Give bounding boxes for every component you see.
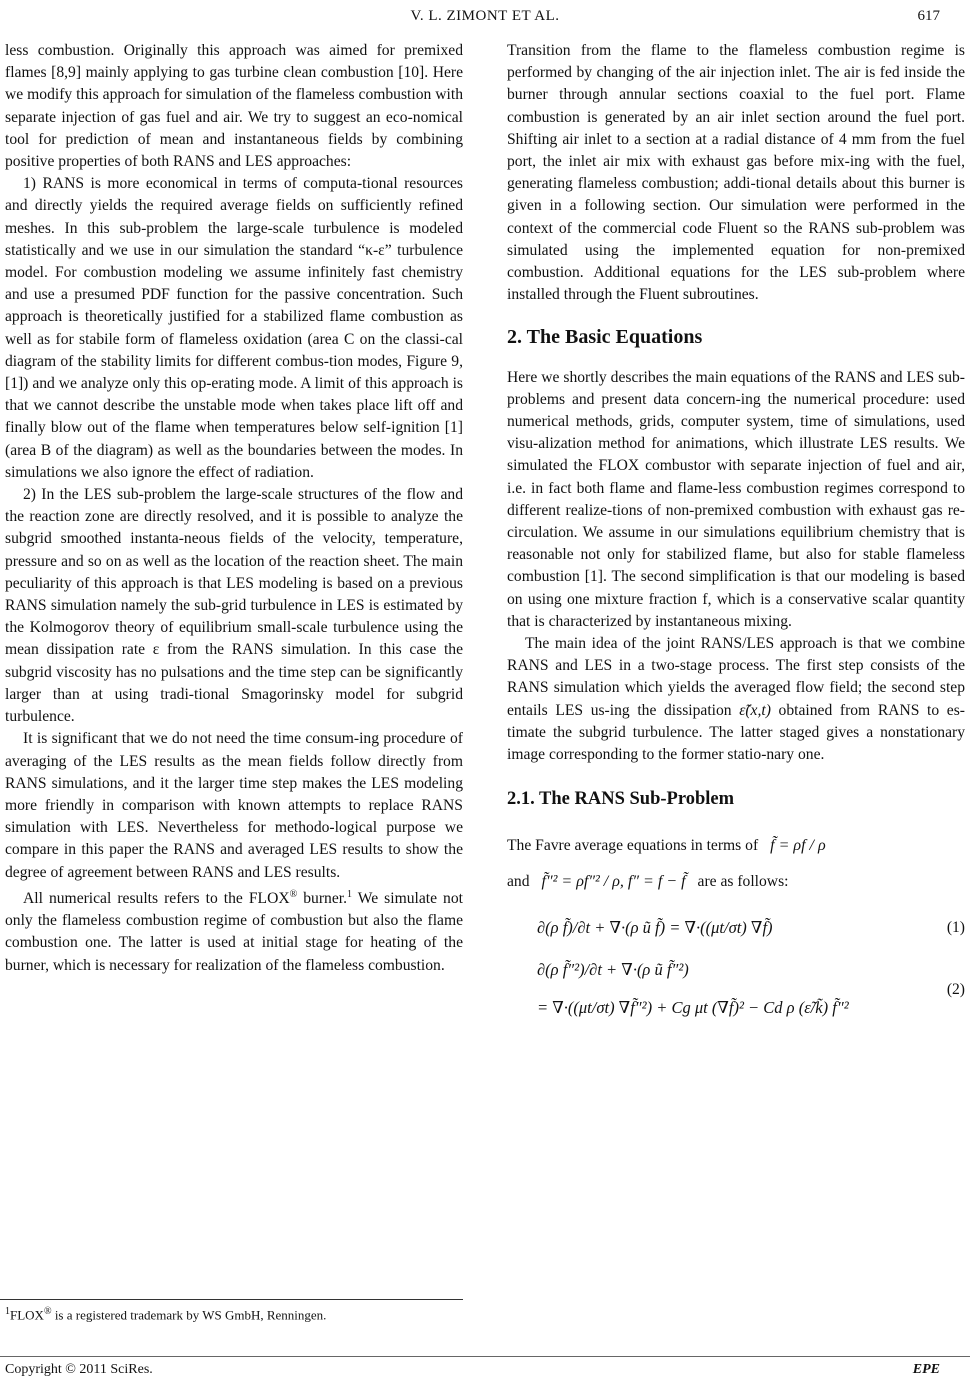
favre-mean-math: f̃ = ρf / ρ — [770, 837, 826, 855]
paragraph: It is significant that we do not need the time consum-ing procedure of averaging of the LES results as the mean fields follow directly from RANS simulations, and it the larger time step makes the LES modeling more friendly in comparison with known attempts to replace RANS simulation with LES. Nevertheless for methodo-logical purpose we compare in this paper the RANS and averaged LES results to show the degree of agreement between RANS and LES results. — [5, 730, 463, 881]
paragraph-rans-point: 1) RANS is more economical in terms of computa-tional resources and directly yields the required average fields on sufficiently refined meshes. In this sub-problem the large-scale turbulence is modeled statistically and we use in our simulation the standard “κ-ε” turbulence model. For combustion modeling we assume infinitely fast chemistry and use a presumed PDF function for the passive concentration. Such approach is theoretically justified for a stabilized flame combustion as well as for stabile form of flameless oxidation (area C on the classi-cal diagram of the stability limits for different combus-tion modes, Figure 9, [1]) and we analyze only this op-erating mode. A limit of this approach is that we cannot describe the unstable mode when takes place lift off and finally blow out of the flame when temperatures below self-ignition [1] (area B of the diagram) as well as the boundaries between the modes. In simulations we also ignore the effect of radiation. — [5, 175, 463, 481]
section-heading: 2. The Basic Equations — [507, 326, 703, 349]
paragraph-flox: All numerical results refers to the FLOX® burner.$^1$ We simulate not only the flameless combustion regime of combustion but also the flame combustion one. The latter is used at initial stage for heating of the burner, which is necessary for realization of the flameless combustion. — [5, 888, 463, 974]
registered-mark: ® — [43, 1306, 52, 1317]
left-column — [5, 40, 463, 977]
footer-divider — [0, 1356, 970, 1357]
footnote-marker: 1 — [347, 888, 352, 900]
favre-variance-math: f̃″² = ρf″² / ρ, f″ = f − f̃ — [541, 873, 686, 891]
paragraph: Here we shortly describes the main equations of the RANS and LES sub-problems and present data concern-ing the numerical procedure: used numerical methods, grids, computer system, time of simulations, used visu-alization method for animations, which illustrate LES results. We simulated the FLOX combustor with separate injection of fuel and air, i.e. in fact both flame and flame-less combustion regimes correspond to different realize-tions of non-premixed combustion with exhaust gas re-circulation. We assume in our simulations equilibrium chemistry that is reasonable not only for stabilized flame, but also for stable flameless combustion [1]. The second simplification is that our modeling is based on using one mixture fraction f, which is a conservative scalar quantity that is characterized by instantaneous mixing. — [507, 368, 965, 630]
footnote: $^1$FLOX® is a registered trademark by WS GmbH, Renningen. — [5, 1306, 327, 1323]
registered-mark: ® — [289, 888, 298, 900]
equation-1 — [507, 907, 965, 951]
favre-text: The Favre average equations in terms of — [507, 837, 759, 855]
page-number: 617 — [917, 8, 940, 24]
paragraph: Transition from the flame to the flameless combustion regime is performed by changing of the air injection inlet. The air is fed inside the burner through annular sections coaxial to the fuel port. Flame combustion is generated by an air inlet section around the fuel port. Shifting air inlet to a section at a radial distance of 4 mm from the fuel port, the inlet air mix with exhaust gas before mix-ing with the fuel, generating flameless combustion; addi-tional details about this burner is given in a following section. Our simulation were performed in the context of the commercial code Fluent so the RANS sub-problem was simulated using the implemented equation for non-premixed combustion. Additional equations for the LES sub-problem where installed through the Fluent subroutines. — [507, 42, 965, 304]
inline-math: ε̃(x,t) — [739, 701, 771, 719]
equation-1-math: ∂(ρ f̃)/∂t + ∇·(ρ ũ f̃) = ∇·((μt/σt) ∇f̃) — [537, 917, 773, 937]
paragraph: less combustion. Originally this approach was aimed for premixed flames [8,9] mainly applying to gas turbine clean combustion [10]. Here we modify this approach for simulation of the flameless combustion with separate injection of gas fuel and air. We try to suggest an eco-nomical tool for prediction of mean and instantaneous fields by combining positive properties of both RANS and LES approaches: — [5, 42, 463, 171]
favre-and-text: and — [507, 873, 530, 891]
copyright-notice: Copyright © 2011 SciRes. — [5, 1362, 153, 1377]
footnote-number: 1 — [5, 1306, 10, 1317]
subsection-heading: 2.1. The RANS Sub-Problem — [507, 789, 735, 810]
running-head-authors: V. L. ZIMONT ET AL. — [410, 8, 560, 24]
equation-2-number: (2) — [946, 980, 965, 998]
right-column — [507, 40, 965, 1035]
equation-2 — [507, 955, 965, 1035]
journal-abbreviation: EPE — [912, 1362, 940, 1377]
equation-1-number: (1) — [946, 918, 965, 936]
footnote-divider — [0, 1299, 463, 1300]
page-header — [0, 8, 970, 30]
equation-2-line-1: ∂(ρ f̃″²)/∂t + ∇·(ρ ũ f̃″²) — [537, 959, 689, 979]
equation-2-line-2: = ∇·((μt/σt) ∇f̃″²) + Cg μt (∇f̃)² − Cd ρ (ε̃/k̃) f̃″² — [537, 997, 849, 1017]
favre-definitions — [507, 829, 965, 901]
paragraph: The main idea of the joint RANS/LES approach is that we combine RANS and LES in a two-stage process. The first step consists of the RANS simulation which yields the averaged flow field; the second step entails LES us-ing the dissipation ε̃(x,t) obtained from RANS to es-timate the subgrid turbulence. The latter staged gives a nonstationary image corresponding to the former statio-nary one. — [507, 635, 965, 764]
favre-suffix-text: are as follows: — [697, 873, 789, 891]
paragraph-les-point: 2) In the LES sub-problem the large-scale structures of the flow and the reaction zone are directly resolved, and it is possible to analyze the subgrid smoothed instanta-neous fields of the velocity, temperature, pressure and so on as well as the location of the reaction sheet. The main peculiarity of this approach is that LES modeling is based on a previous RANS simulation namely the sub-grid turbulence in LES is estimated by the Kolmogorov theory of equilibrium small-scale turbulence using the mean dissipation rate ε from the RANS simulation. In this case the subgrid viscosity has no pulsations and the time step can be significantly larger than at using tradi-tional Smagorinsky model for subgrid turbulence. — [5, 486, 463, 726]
